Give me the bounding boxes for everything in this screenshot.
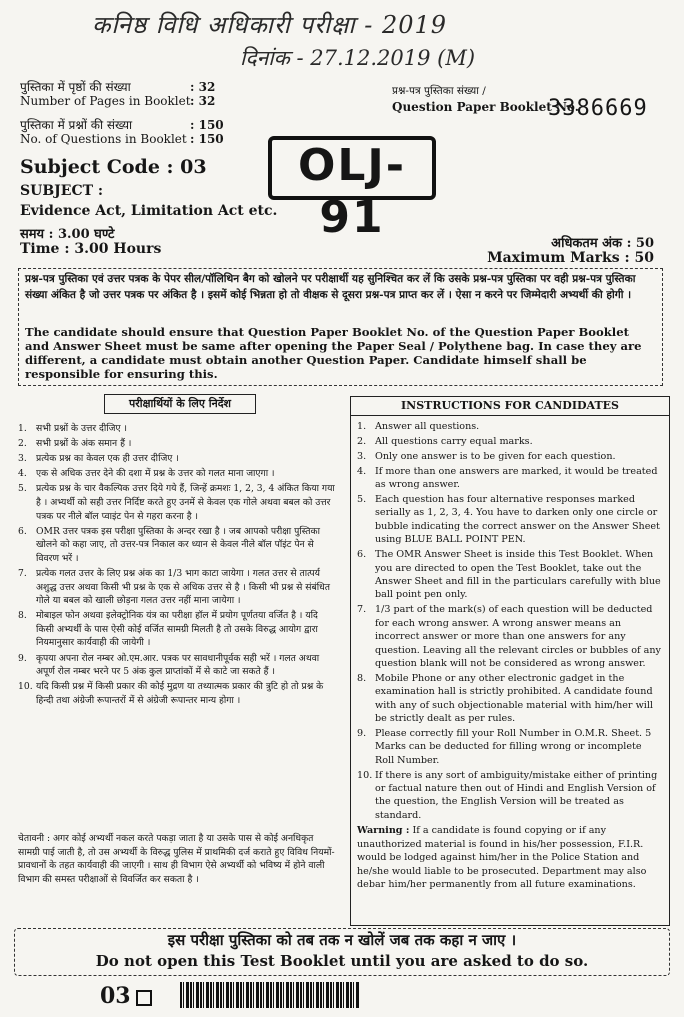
list-item: 2. All questions carry equal marks.: [357, 435, 533, 447]
list-item: 5. प्रत्येक प्रश्न के चार वैकल्पिक उत्तर दिये गये हैं, जिन्हें क्रमशः 1, 2, 3, 4 अंकित किया गया है । अभ्यर्थी को सही उत्तर निर्दिष्ट करते हुए उनमें से केवल एक गोले अथवा बबल को उत्तर पत्रक पर नीले बॉल प्वाइंट पेन से गहरा करना है ।: [18, 483, 335, 522]
english-instructions: [350, 396, 670, 926]
english-instructions-title: INSTRUCTIONS FOR CANDIDATES: [351, 397, 669, 416]
notice-english: The candidate should ensure that Question Paper Booklet No. of the Question Paper Booklet and Answer Sheet must be same after opening the Paper Seal / Polythene bag. In case they are different, a candidate must obtain another Question Paper. Candidate himself shall be responsible for ensuring this.: [25, 325, 642, 381]
questions-value-en: : 150: [190, 132, 224, 146]
list-item: 1. सभी प्रश्नों के उत्तर दीजिए ।: [18, 423, 127, 434]
notice-hindi: प्रश्न-पत्र पुस्तिका एवं उत्तर पत्रक के पेपर सील/पॉलिथिन बैग को खोलने पर परीक्षार्थी यह सुनिश्चित कर लें कि उसके प्रश्न-पत्र पुस्तिका पर वही प्रश्न-पत्र पुस्तिका संख्या अंकित है जो उत्तर पत्रक पर अंकित है । इसमें कोई भिन्नता हो तो वीक्षक से दूसरा प्रश्न-पत्र प्राप्त कर लें । ऐसा न करने पर जिम्मेदारी अभ्यर्थी की होगी ।: [25, 273, 636, 301]
hindi-instructions-list: [18, 422, 336, 709]
list-item: 6. OMR उत्तर पत्रक इस परीक्षा पुस्तिका के अन्दर रखा है । जब आपको परीक्षा पुस्तिका खोलने को कहा जाए, तो उत्तर-पत्र निकाल कर ध्यान से केवल नीले बॉल पॉइंट पेन से विवरण भरें ।: [18, 525, 320, 564]
questions-value-hi: : 150: [190, 118, 224, 132]
pages-value-hi: : 32: [190, 80, 216, 94]
list-item: 7. प्रत्येक गलत उत्तर के लिए प्रश्न अंक का 1/3 भाग काटा जायेगा । गलत उत्तर से तात्पर्य अशुद्ध उत्तर अथवा किसी भी प्रश्न के एक से अधिक उत्तर से है । किसी भी प्रश्न से संबंधित गोले या बबल को खाली छोड़ना गलत उत्तर नहीं माना जायेगा ।: [18, 567, 331, 607]
footer-hindi: इस परीक्षा पुस्तिका को तब तक न खोलें जब तक कहा न जाए ।: [167, 931, 517, 949]
subject-heading: SUBJECT :: [20, 183, 104, 199]
pages-label-hi: पुस्तिका में पृष्ठों की संख्या: [20, 80, 131, 94]
english-warning: [357, 824, 663, 891]
list-item: 4. एक से अधिक उत्तर देने की दशा में प्रश्न के उत्तर को गलत माना जाएगा ।: [18, 468, 275, 480]
qp-booklet-label-hi: प्रश्न-पत्र पुस्तिका संख्या /: [392, 85, 486, 97]
questions-label-hi: पुस्तिका में प्रश्नों की संख्या: [20, 118, 133, 132]
warning-label: Warning :: [357, 825, 410, 837]
list-item: 3. प्रत्येक प्रश्न का केवल एक ही उत्तर दीजिए ।: [18, 453, 179, 465]
list-item: 10. If there is any sort of ambiguity/mistake either of printing or factual nature then out of Hindi and English Version of the question, the English Version will be treated as standard.: [357, 769, 658, 821]
do-not-open-notice: [14, 928, 670, 976]
list-item: 5. Each question has four alternative responses marked serially as 1, 2, 3, 4. You have to darken only one circle or bubble indicating the correct answer on the Answer Sheet using BLUE BALL POINT PEN.: [357, 494, 660, 546]
list-item: 4. If more than one answers are marked, it would be treated as wrong answer.: [357, 465, 658, 491]
list-item: 9. कृपया अपना रोल नम्बर ओ.एम.आर. पत्रक पर सावधानीपूर्वक सही भरें । गलत अथवा अपूर्ण रोल नम्बर भरने पर 5 अंक कुल प्राप्तांकों में से काटे जा सकते हैं ।: [18, 652, 320, 678]
handwritten-date: दिनांक - 27.12.2019 (M): [240, 46, 476, 70]
booklet-meta: [20, 80, 240, 148]
warning-text: If a candidate is found copying or if any unauthorized material is found in his/her possession, F.I.R. would be lodged against him/her in the Police Station and he/she would liable to be prosecuted. Department may also debar him/her permanently from all future examinations.: [357, 825, 647, 890]
list-item: 7. 1/3 part of the mark(s) of each question will be deducted for each wrong answer. A wrong answer means an incorrect answer or more than one answers for any question. Leaving all the relevant circles or bubbles of any question blank will not be considered as wrong answer.: [357, 604, 661, 669]
questions-label-en: No. of Questions in Booklet: [20, 132, 187, 146]
list-item: 6. The OMR Answer Sheet is inside this Test Booklet. When you are directed to open the Test Booklet, take out the Answer Sheet and fill in the particulars carefully with blue ball point pen only.: [357, 549, 661, 601]
pages-label-en: Number of Pages in Booklet: [20, 94, 191, 108]
paper-code-box: OLJ-91: [268, 136, 436, 200]
max-marks-hi: अधिकतम अंक : 50: [551, 236, 654, 251]
footer-english: Do not open this Test Booklet until you are asked to do so.: [95, 952, 589, 970]
qp-booklet-number: 3386669: [548, 96, 648, 121]
max-marks-en: Maximum Marks : 50: [487, 250, 654, 266]
time-en: Time : 3.00 Hours: [20, 241, 162, 257]
subject-name: Evidence Act, Limitation Act etc.: [20, 203, 278, 219]
list-item: 2. सभी प्रश्नों के अंक समान हैं ।: [18, 438, 132, 450]
list-item: 8. Mobile Phone or any other electronic gadget in the examination hall is strictly prohibited. A candidate found with any of such objectionable material with him/her will be strictly dealt as per rules.: [357, 672, 653, 725]
list-item: 1. Answer all questions.: [357, 421, 480, 432]
booklet-check-notice: [18, 268, 663, 386]
list-item: 3. Only one answer is to be given for each question.: [357, 450, 616, 462]
list-item: 8. मोबाइल फोन अथवा इलेक्ट्रोनिक यंत्र का परीक्षा हॉल में प्रयोग पूर्णतया वर्जित है । यदि किसी अभ्यर्थी के पास ऐसी कोई वर्जित सामग्री मिलती है तो उसके विरुद्ध आयोग द्वारा नियमानुसार कार्यवाही की जायेगी ।: [18, 610, 318, 649]
pages-value-en: : 32: [190, 94, 216, 108]
list-item: 10. यदि किसी प्रश्न में किसी प्रकार की कोई मुद्रण या तथ्यात्मक प्रकार की त्रुटि हो तो प्रश्न के हिन्दी तथा अंग्रेजी रूपान्तरों में से अंग्रेजी रूपान्तर मान्य होगा ।: [18, 681, 324, 706]
hindi-instructions-title: परीक्षार्थियों के लिए निर्देश: [104, 394, 256, 414]
list-item: 9. Please correctly fill your Roll Number in O.M.R. Sheet. 5 Marks can be deducted for filling wrong or incomplete Roll Number.: [357, 727, 652, 766]
time-hi: समय : 3.00 घण्टे: [20, 227, 115, 242]
qp-booklet-label-en: Question Paper Booklet No.: [392, 100, 579, 114]
handwritten-exam-title: कनिष्ठ विधि अधिकारी परीक्षा - 2019: [92, 11, 448, 39]
checkbox-square-icon: [136, 990, 152, 1006]
barcode-icon: [180, 982, 360, 1008]
footer-subject-code: 03: [100, 983, 131, 1009]
subject-code: Subject Code : 03: [20, 156, 207, 178]
hindi-instructions: [14, 392, 344, 934]
hindi-warning: चेतावनी : अगर कोई अभ्यर्थी नकल करते पकड़ा जाता है या उसके पास से कोई अनधिकृत सामग्री पाई जाती है, तो उस अभ्यर्थी के विरुद्ध पुलिस में प्राथमिकी दर्ज कराते हुए विविध नियमों-प्रावधानों के तहत कार्यवाही की जाएगी । साथ ही विभाग ऐसे अभ्यर्थी को भविष्य में होने वाली विभाग की समस्त परीक्षाओं से विवर्जित कर सकता है ।: [18, 833, 335, 885]
english-instructions-list: [357, 420, 663, 822]
